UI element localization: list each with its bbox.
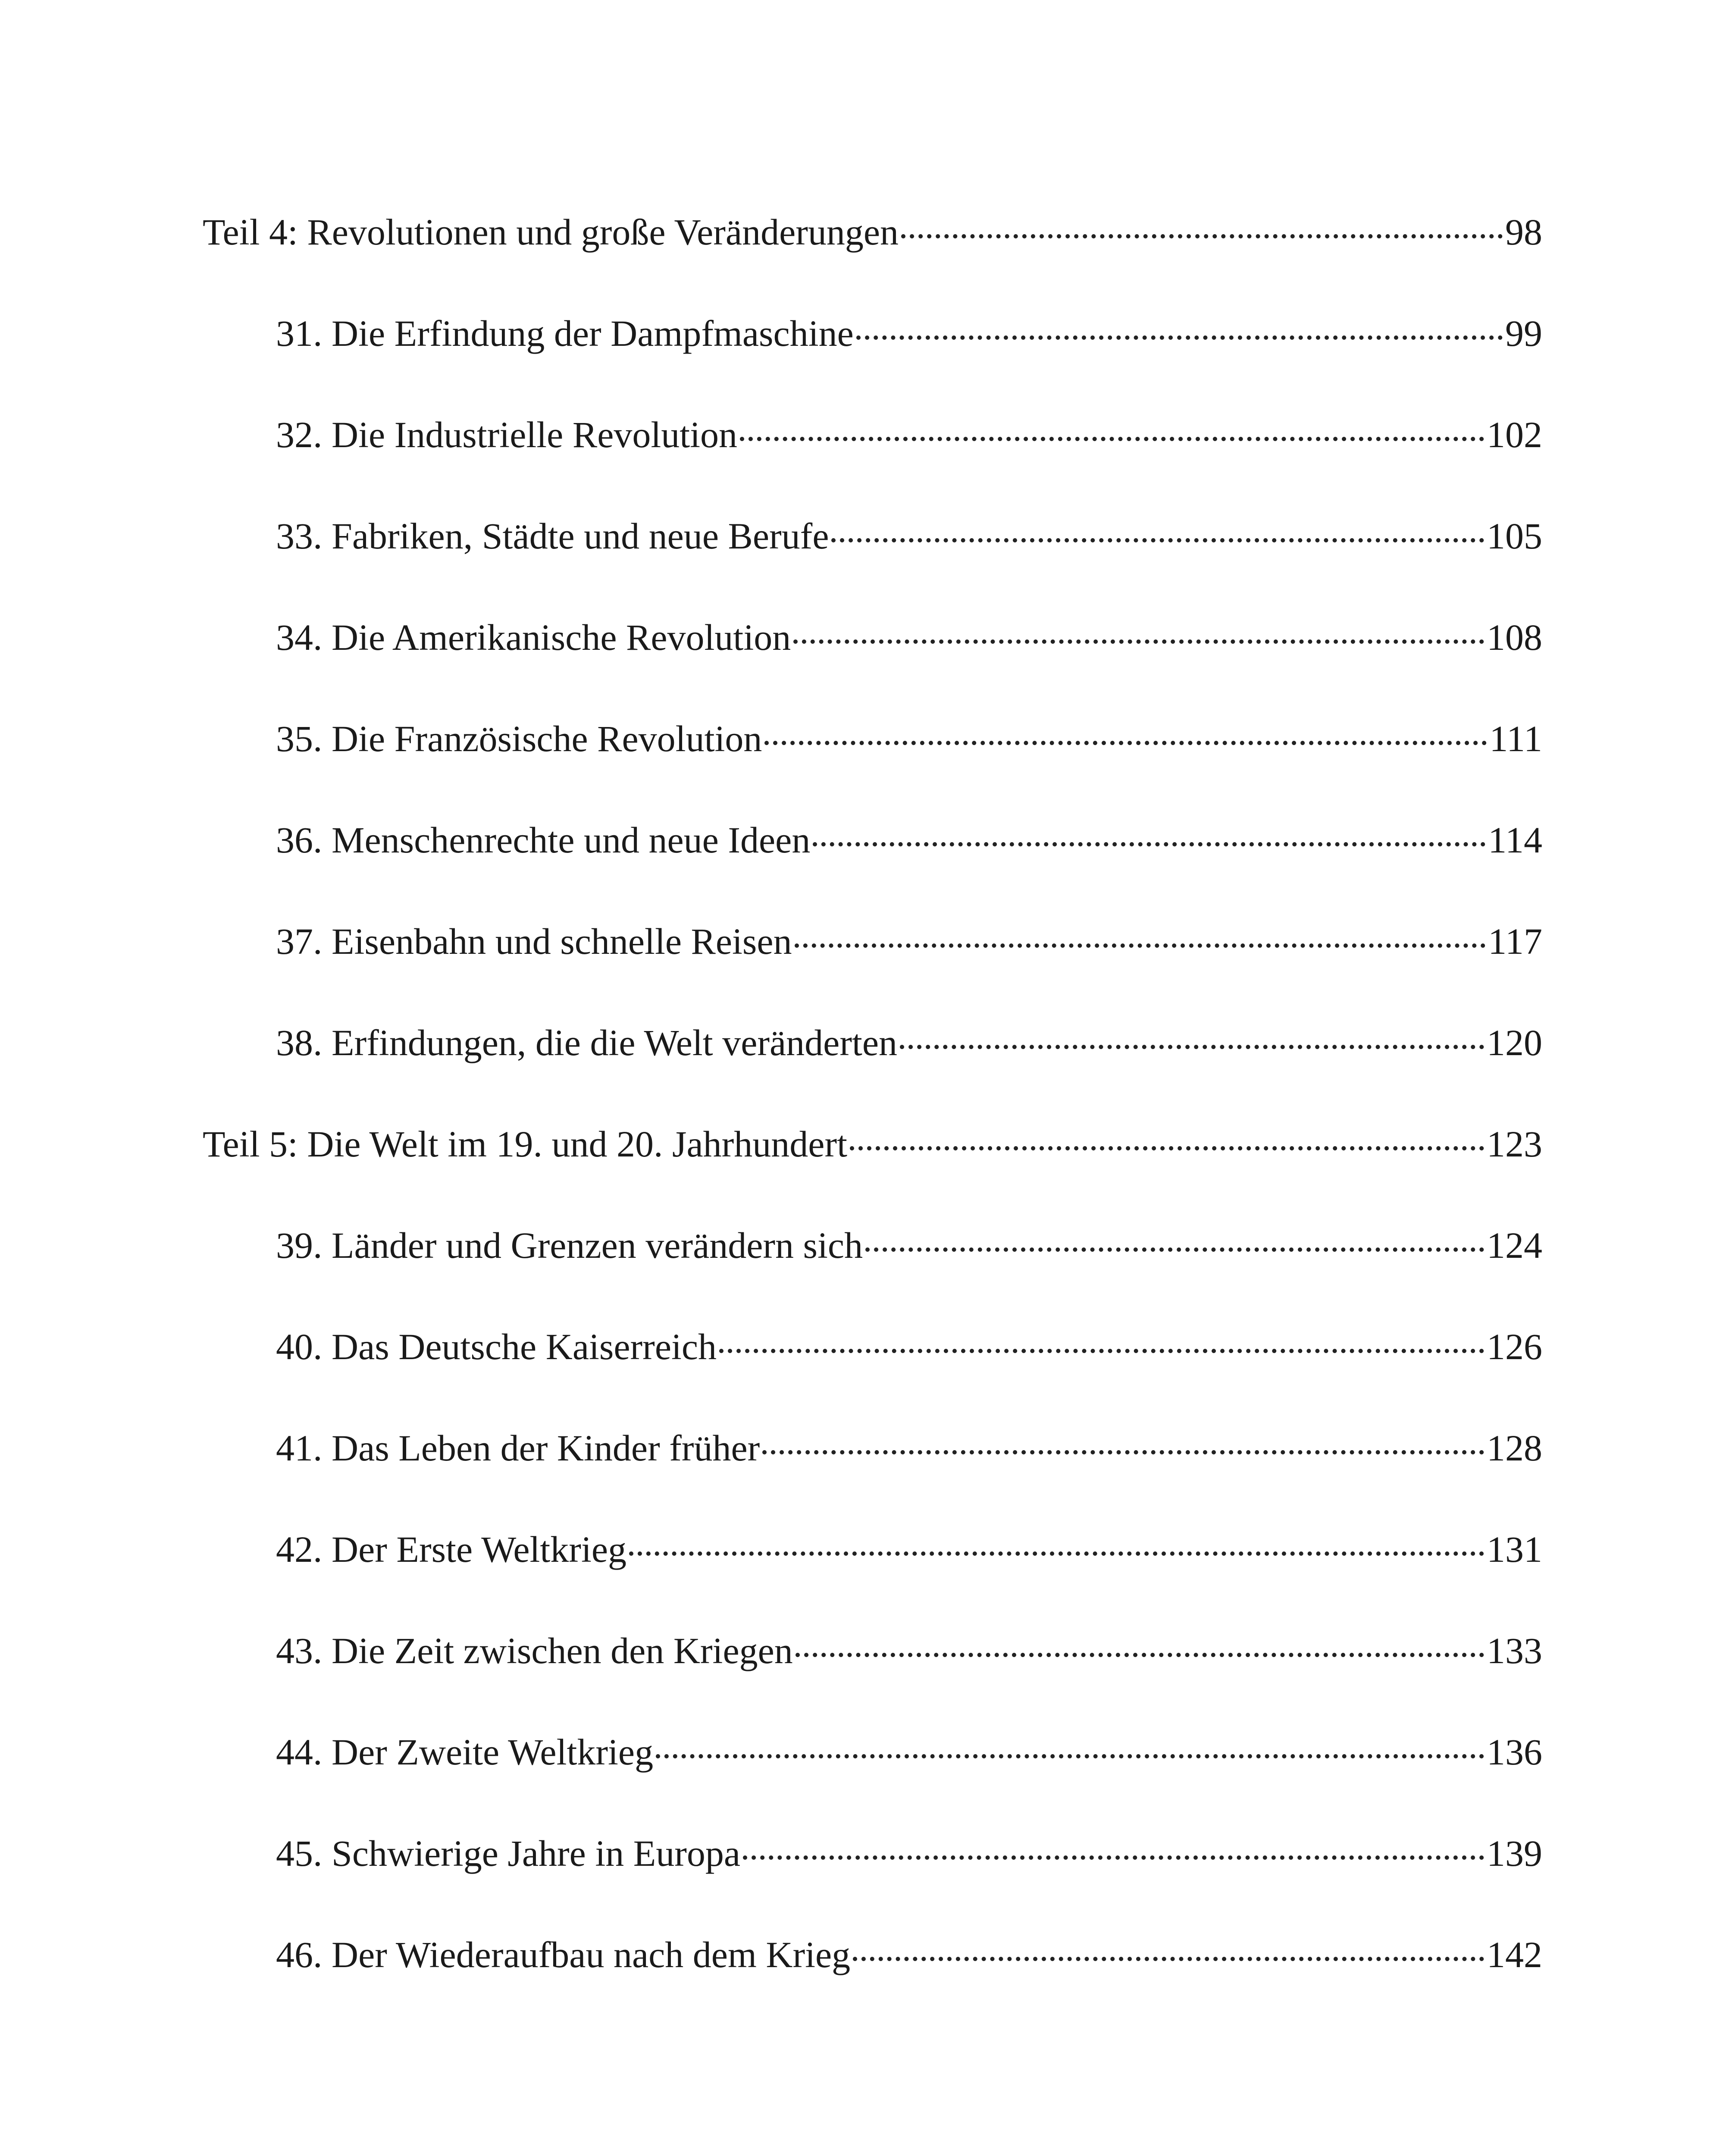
dot-leader [831, 538, 1484, 542]
dot-leader [764, 741, 1487, 745]
toc-entry-chapter [276, 1321, 1542, 1373]
dot-leader [795, 943, 1486, 948]
dot-leader [900, 1045, 1484, 1049]
toc-entry-title: 44. Der Zweite Weltkrieg [276, 1731, 654, 1773]
toc-entry-part-5 [203, 1118, 1542, 1170]
toc-entry-title: 43. Die Zeit zwischen den Kriegen [276, 1630, 793, 1671]
dot-leader [743, 1855, 1484, 1860]
toc-entry-title: 38. Erfindungen, die die Welt veränderten [276, 1022, 898, 1063]
toc-entry-title: 46. Der Wiederaufbau nach dem Krieg [276, 1934, 851, 1975]
dot-leader [629, 1551, 1484, 1556]
dot-leader [901, 234, 1503, 238]
toc-entry-chapter [276, 611, 1542, 663]
toc-entry-page: 102 [1487, 414, 1542, 455]
toc-entry-chapter [276, 1017, 1542, 1069]
toc-entry-page: 128 [1487, 1427, 1542, 1469]
dot-leader [856, 335, 1503, 340]
toc-entry-part-4 [203, 206, 1542, 258]
toc-entry-title: 31. Die Erfindung der Dampfmaschine [276, 313, 854, 354]
toc-entry-title: 33. Fabriken, Städte und neue Berufe [276, 515, 829, 557]
toc-entry-chapter [276, 915, 1542, 967]
toc-entry-chapter [276, 510, 1542, 562]
toc-entry-page: 142 [1487, 1934, 1542, 1975]
toc-entry-page: 131 [1487, 1529, 1542, 1570]
toc-entry-title: 45. Schwierige Jahre in Europa [276, 1833, 741, 1874]
toc-entry-title: 42. Der Erste Weltkrieg [276, 1529, 627, 1570]
toc-entry-chapter [276, 1523, 1542, 1575]
dot-leader [762, 1450, 1484, 1454]
dot-leader [865, 1247, 1484, 1252]
toc-entry-title: Teil 4: Revolutionen und große Veränderungen [203, 211, 899, 253]
dot-leader [853, 1957, 1484, 1961]
toc-entry-page: 105 [1487, 515, 1542, 557]
toc-entry-chapter [276, 1219, 1542, 1271]
toc-entry-page: 120 [1487, 1022, 1542, 1063]
toc-entry-page: 123 [1487, 1123, 1542, 1165]
toc-entry-chapter [276, 814, 1542, 866]
toc-entry-chapter [276, 1929, 1542, 1981]
dot-leader [796, 1653, 1484, 1657]
toc-entry-chapter [276, 713, 1542, 765]
toc-entry-title: 39. Länder und Grenzen verändern sich [276, 1225, 863, 1266]
toc-entry-page: 133 [1487, 1630, 1542, 1671]
toc-entry-page: 108 [1487, 617, 1542, 658]
toc-entry-title: 40. Das Deutsche Kaiserreich [276, 1326, 717, 1367]
toc-entry-title: 34. Die Amerikanische Revolution [276, 617, 791, 658]
toc-entry-page: 111 [1489, 718, 1542, 759]
dot-leader [719, 1349, 1484, 1353]
toc-entry-page: 126 [1487, 1326, 1542, 1367]
toc-entry-page: 98 [1505, 211, 1542, 253]
toc-entry-title: 35. Die Französische Revolution [276, 718, 762, 759]
dot-leader [850, 1146, 1484, 1150]
toc-entry-title: Teil 5: Die Welt im 19. und 20. Jahrhundert [203, 1123, 848, 1165]
toc-entry-page: 124 [1487, 1225, 1542, 1266]
toc-entry-chapter [276, 1422, 1542, 1474]
toc-entry-title: 36. Menschenrechte und neue Ideen [276, 819, 811, 861]
dot-leader [813, 842, 1485, 846]
toc-entry-page: 99 [1505, 313, 1542, 354]
toc-entry-chapter [276, 409, 1542, 461]
toc-entry-page: 114 [1488, 819, 1542, 861]
toc-entry-title: 37. Eisenbahn und schnelle Reisen [276, 921, 792, 962]
toc-entry-chapter [276, 307, 1542, 359]
toc-entry-chapter [276, 1625, 1542, 1677]
toc-entry-page: 136 [1487, 1731, 1542, 1773]
dot-leader [656, 1754, 1484, 1758]
toc-entry-title: 41. Das Leben der Kinder früher [276, 1427, 760, 1469]
toc-entry-page: 117 [1488, 921, 1542, 962]
dot-leader [740, 437, 1484, 441]
toc-entry-chapter [276, 1827, 1542, 1879]
toc-entry-chapter [276, 1726, 1542, 1778]
toc-entry-title: 32. Die Industrielle Revolution [276, 414, 738, 455]
toc-entry-page: 139 [1487, 1833, 1542, 1874]
dot-leader [793, 639, 1484, 644]
